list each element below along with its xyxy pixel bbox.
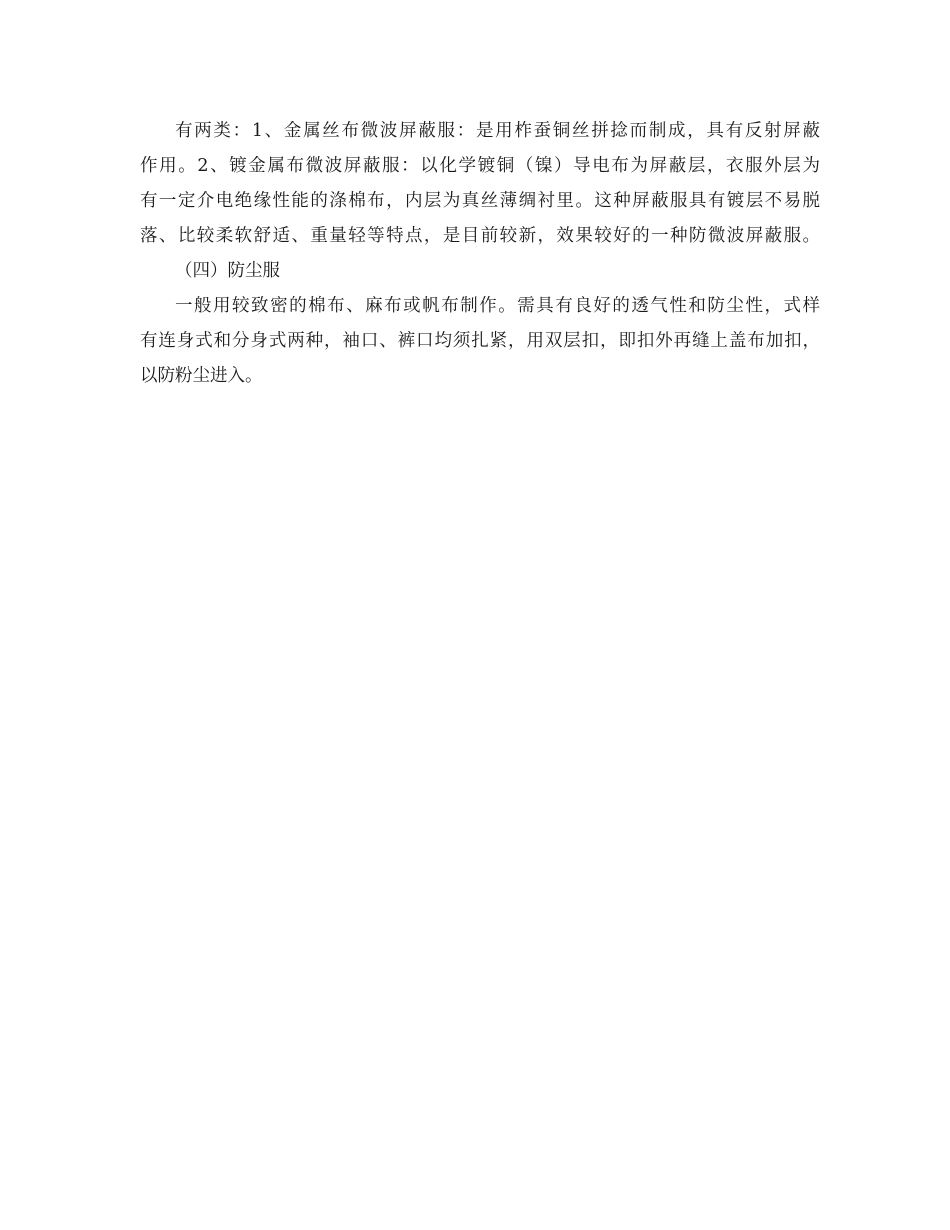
document-body [140, 114, 820, 394]
paragraph-line: 有两类：1、金属丝布微波屏蔽服：是用柞蚕铜丝拼捻而制成，具有反射屏蔽 [175, 121, 820, 141]
paragraph-line: 以防粉尘进入。 [140, 366, 263, 386]
paragraph-line: 作用。2、镀金属布微波屏蔽服：以化学镀铜（镍）导电布为屏蔽层，衣服外层为 [140, 156, 820, 176]
section-heading: （四）防尘服 [175, 261, 280, 281]
paragraph-line: 有连身式和分身式两种，袖口、裤口均须扎紧，用双层扣，即扣外再缝上盖布加扣， [140, 331, 820, 351]
paragraph-line: 一般用较致密的棉布、麻布或帆布制作。需具有良好的透气性和防尘性，式样 [175, 296, 820, 316]
paragraph-line: 落、比较柔软舒适、重量轻等特点，是目前较新，效果较好的一种防微波屏蔽服。 [140, 226, 820, 246]
paragraph-line: 有一定介电绝缘性能的涤棉布，内层为真丝薄绸衬里。这种屏蔽服具有镀层不易脱 [140, 191, 820, 211]
